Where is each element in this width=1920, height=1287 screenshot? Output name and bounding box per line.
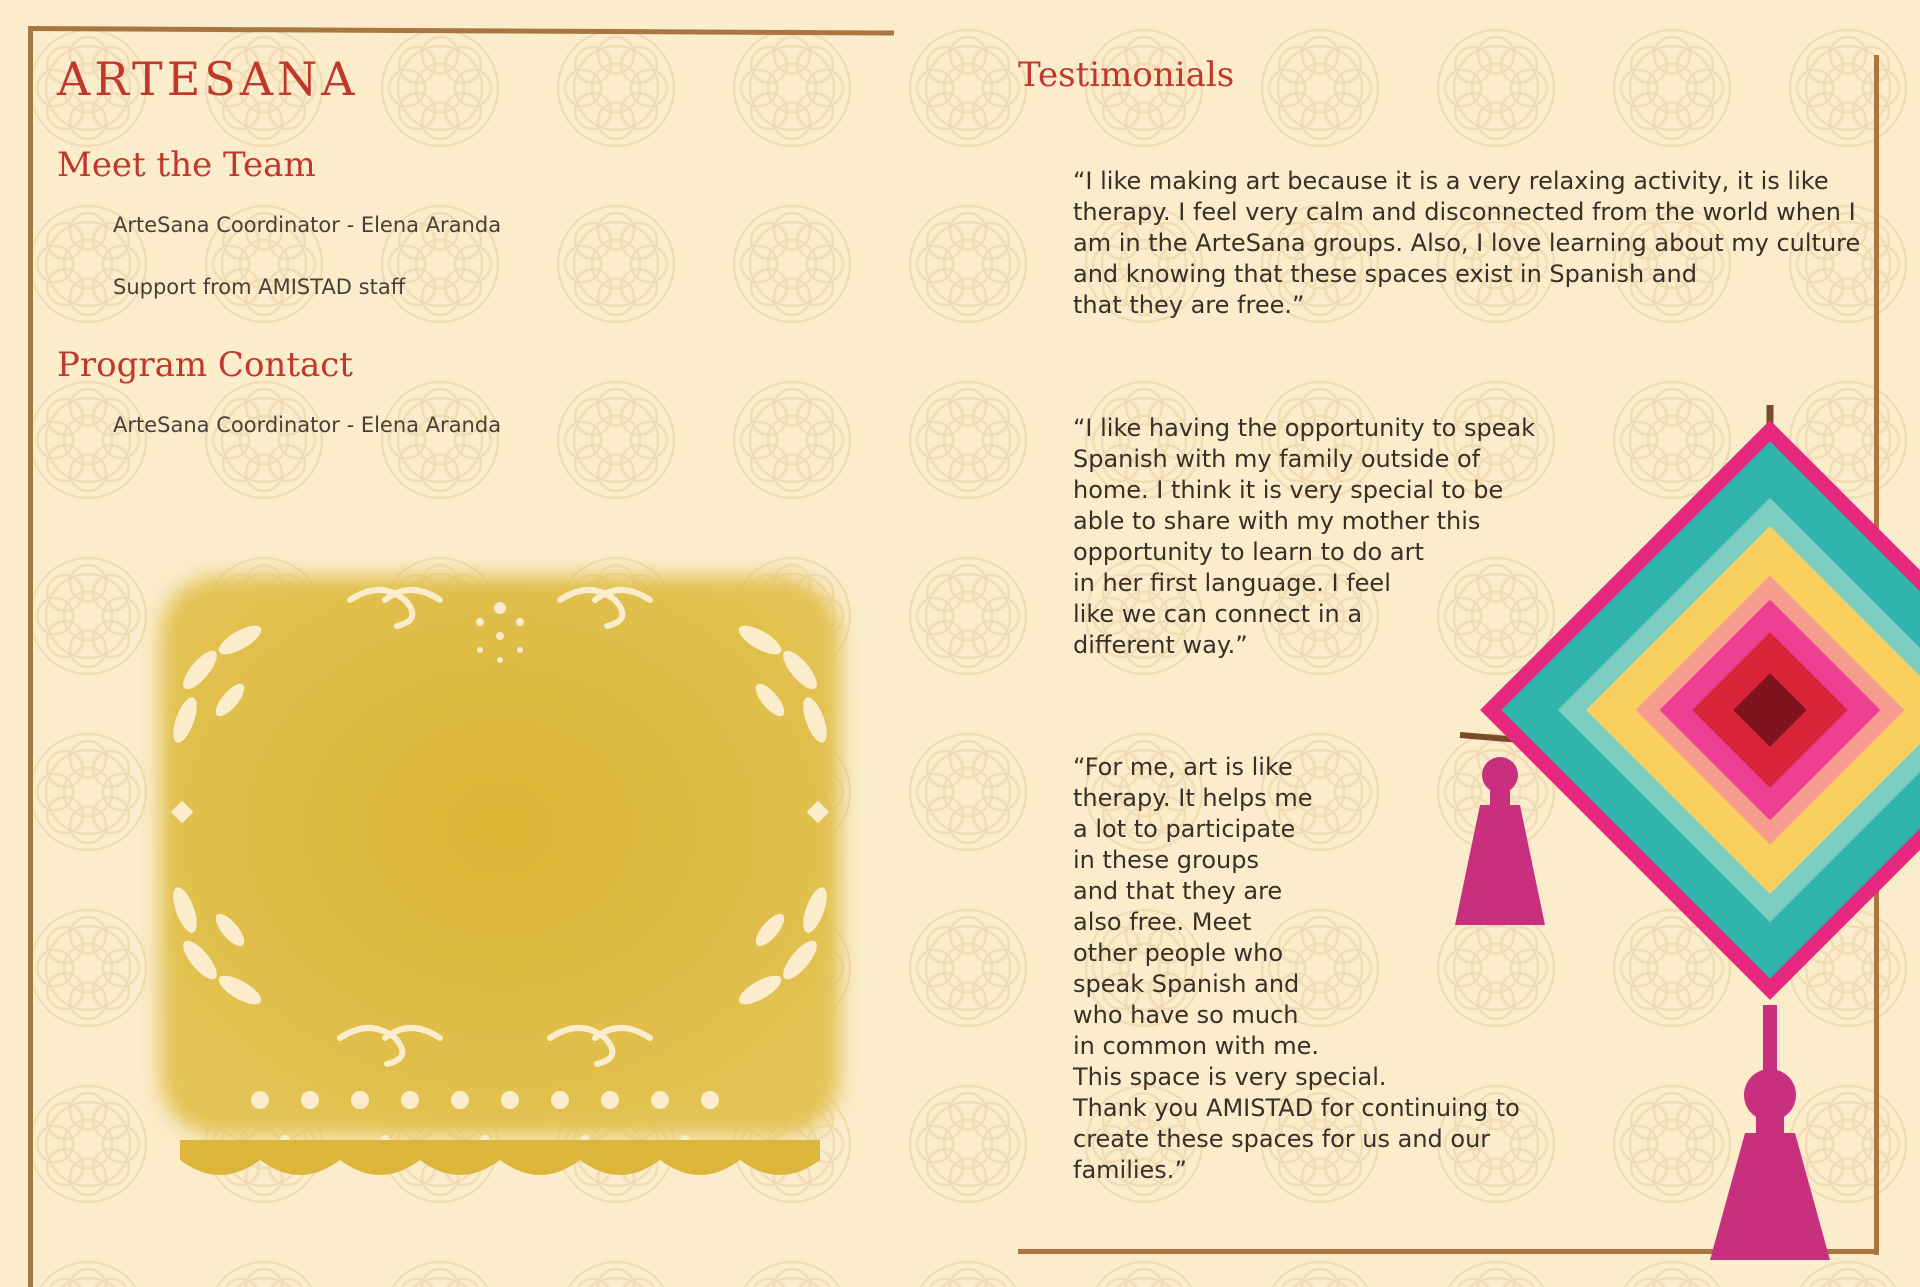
testimonial-2: “I like having the opportunity to speak Spanish with my family outside of home. I think it is very special to be able to share with my mother this opportunity to learn to do art in her first language. I feel like we can connect in a different way.” [1073, 414, 1536, 659]
page-title: ARTESANA [57, 52, 359, 106]
ojo-de-dios-icon [1440, 405, 1920, 1265]
testimonial-1: “I like making art because it is a very relaxing activity, it is like therapy. I feel very calm and disconnected from the world when I am in the ArteSana groups. Also, I love learning about my culture and knowing that these spaces exist in Spanish and that they are free.” [1073, 167, 1861, 319]
program-contact-heading: Program Contact [57, 345, 353, 385]
testimonial-3: “For me, art is like therapy. It helps me a lot to participate in these groups and that they are also free. Meet other people who speak Spanish and who have so much in common with me. This space is very special. Thank you AMISTAD for continuing to create these spaces for us and our families.” [1073, 753, 1520, 1184]
testimonials-heading: Testimonials [1018, 55, 1235, 95]
program-contact-coordinator: ArteSana Coordinator - Elena Aranda [113, 413, 502, 437]
meet-team-heading: Meet the Team [57, 145, 316, 185]
papel-picado-illustration [140, 560, 860, 1200]
team-member-support: Support from AMISTAD staff [113, 275, 406, 299]
team-member-coordinator: ArteSana Coordinator - Elena Aranda [113, 213, 502, 237]
left-frame-side [28, 26, 33, 1287]
